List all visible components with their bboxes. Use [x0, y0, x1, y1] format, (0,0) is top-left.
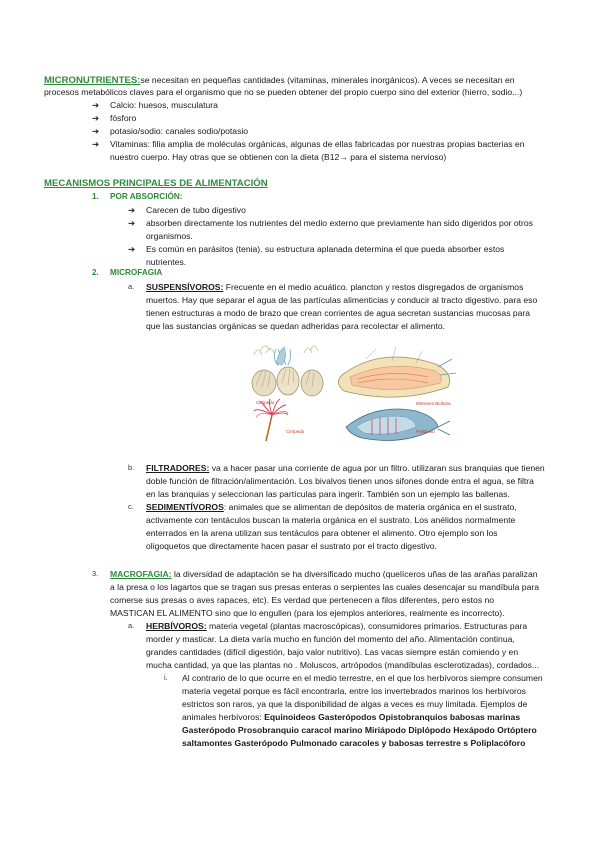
arrow-bullet-icon: ➔ — [128, 244, 136, 254]
arrow-bullet-icon: ➔ — [92, 139, 100, 149]
list-item: Carecen de tubo digestivo — [146, 205, 246, 215]
sedimentivoros-line-1: SEDIMENTÍVOROS: animales que se alimentan de depósitos de materia orgánica en el sustrato, — [146, 502, 517, 512]
sedimentivoros-line: activamente con tentáculos buscan la materia orgánica en el sustrato. Los anélidos normalmente — [146, 515, 516, 525]
filtradores-line: en las branquias y seleccionan las partículas para ingerir. También son un ejemplo las ballenas. — [146, 489, 510, 499]
section-number: 2. — [92, 268, 99, 277]
list-item-continued: nutrientes. — [146, 257, 187, 267]
list-item-continued: nuestro cuerpo. Hay otras que se obtienen con la dieta (B12→ para el sistema nervioso) — [110, 152, 447, 162]
arrow-bullet-icon: ➔ — [92, 113, 100, 123]
sedimentivoros-title: SEDIMENTÍVOROS — [146, 502, 224, 512]
subitem-line-examples: animales herbívoros: Equinoideos Gasterópodos Opistobranquios babosas marinas — [182, 712, 521, 722]
subitem-line: Al contrario de lo que ocurre en el medio terrestre, en el que los herbívoros siempre consumen — [182, 673, 543, 683]
figure-label: Poliqueto — [416, 429, 435, 434]
herbivoros-line: grandes cantidades (difícil digestión, bajo valor nutritivo). Las vacas siempre están comiendo y en — [146, 647, 519, 657]
macrofagia-line: comerse sus presas o aves rapaces, etc). Es verdad que pertenecen a filos diferentes, pero estos no — [110, 595, 495, 605]
micronutrientes-title: MICRONUTRIENTES: — [44, 75, 141, 86]
filtradores-line-1: FILTRADORES: va a hacer pasar una corriente de agua por un filtro. utilizaran sus branquias que tienen — [146, 463, 545, 473]
list-item: absorben directamente los nutrientes del medio externo que previamente han sido digeridos por otros — [146, 218, 533, 228]
list-item: potasio/sodio: canales sodio/potasio — [110, 126, 249, 136]
microfagia-title: MICROFAGIA — [110, 268, 163, 277]
suspensivoros-title: SUSPENSÍVOROS: — [146, 282, 224, 292]
list-item: fósforo — [110, 113, 137, 123]
arrow-bullet-icon: ➔ — [128, 205, 136, 215]
list-marker: a. — [128, 621, 135, 630]
list-marker: a. — [128, 282, 135, 291]
section-number: 1. — [92, 192, 99, 201]
mecanismos-title: MECANISMOS PRINCIPALES DE ALIMENTACIÓN — [44, 178, 268, 189]
arrow-bullet-icon: ➔ — [92, 126, 100, 136]
list-item: Vitaminas: filia amplia de moléculas orgánicas, algunas de ellas fabricadas por nuestras propias bacterias en — [110, 139, 525, 149]
figure-label: Cirripedo — [286, 429, 305, 434]
list-item: Es común en parásitos (tenia). su estructura aplanada determina el que pueda absorber estos — [146, 244, 505, 254]
herbivoros-line: morder y masticar. La dieta varía mucho en función del momento del año. Alimentación continua, — [146, 634, 515, 644]
sedimentivoros-line: enterrados en la arena utilizan sus tentáculos para obtener el alimento. Otro ejemplo son los — [146, 528, 498, 538]
list-marker: c. — [128, 502, 134, 511]
herbivoros-title: HERBÍVOROS: — [146, 621, 207, 631]
macrofagia-line: a la presa o los lagartos que se tragan sus presas enteras o serpientes las cuales desencajar su mandíbula para — [110, 582, 539, 592]
absorcion-title: POR ABSORCIÓN: — [110, 192, 183, 201]
subitem-line-examples: saltamontes Gasterópodo Pulmonado caracoles y babosas terrestre s Poliplacóforo — [182, 738, 526, 748]
figure-label: Mimeses Biofuria — [416, 401, 451, 406]
list-marker: i. — [164, 673, 168, 682]
feeding-illustrations-figure — [246, 341, 464, 447]
herbivoros-line-1: HERBÍVOROS: materia vegetal (plantas macroscópicas), consumidores primarios. Estructuras para — [146, 621, 528, 631]
list-item: Calcio: huesos, musculatura — [110, 100, 218, 110]
herbivoros-line: mucha cantidad, ya que las plantas no . Moluscos, artrópodos (mandíbulas esclerotizadas), cordados... — [146, 660, 540, 670]
suspensivoros-line: que las sustancias orgánicas se quedan adheridas para recolectar el alimento. — [146, 321, 446, 331]
suspensivoros-line: tienen estructuras a modo de brazo que crean corrientes de agua secretan sustancias mucosas para — [146, 308, 531, 318]
arrow-bullet-icon: ➔ — [128, 218, 136, 228]
list-item-continued: organismos. — [146, 231, 193, 241]
subitem-line: materia vegetal porque es fácil encontrarla, entre los invertebrados marinos los herbívoros — [182, 686, 526, 696]
subitem-line: estrictos son raros, ya que la disponibilidad de algas a veces es muy limitada. Ejemplos de — [182, 699, 528, 709]
macrofagia-line: MASTICAN EL ALIMENTO sino que lo engullen (para los ejemplos anteriores, realmente es incorrecto). — [110, 608, 505, 618]
micronutrientes-intro-1: se necesitan en pequeñas cantidades (vitaminas, minerales inorgánicos). A veces se necesitan en — [140, 75, 515, 85]
suspensivoros-line: muertos. Hay que separar el agua de las partículas alimenticias y conducir al tracto digestivo. para eso — [146, 295, 538, 305]
list-marker: b. — [128, 463, 135, 472]
subitem-line-examples: Gasterópodo Prosobranquio caracol marino Miriápodo Diplópodo Hexápodo Ortóptero — [182, 725, 537, 735]
filtradores-title: FILTRADORES: — [146, 463, 210, 473]
suspensivoros-line-1: SUSPENSÍVOROS: Frecuente en el medio acuático. plancton y restos disgregados de organismos — [146, 282, 524, 292]
micronutrientes-intro-2: procesos metabólicos claves para el organismo que no se pueden obtener del propio cuerpo sino del exterior (hierro, sodio...) — [44, 87, 523, 97]
filtradores-line: doble función de filtración/alimentación. Los bivalvos tienen unos sifones donde entra el agua, se filtra — [146, 476, 534, 486]
arrow-bullet-icon: ➔ — [92, 100, 100, 110]
sedimentivoros-line: oligoquetos que directamente hacen pasar el sustrato por el tracto digestivo. — [146, 541, 437, 551]
figure-label: Cirripedo — [256, 400, 275, 405]
list-marker: 3. — [92, 569, 99, 578]
macrofagia-title: MACROFAGIA: — [110, 569, 172, 579]
macrofagia-line-1: MACROFAGIA: la diversidad de adaptación se ha diversificado mucho (quelíceros uñas de las arañas paralizan — [110, 569, 538, 579]
